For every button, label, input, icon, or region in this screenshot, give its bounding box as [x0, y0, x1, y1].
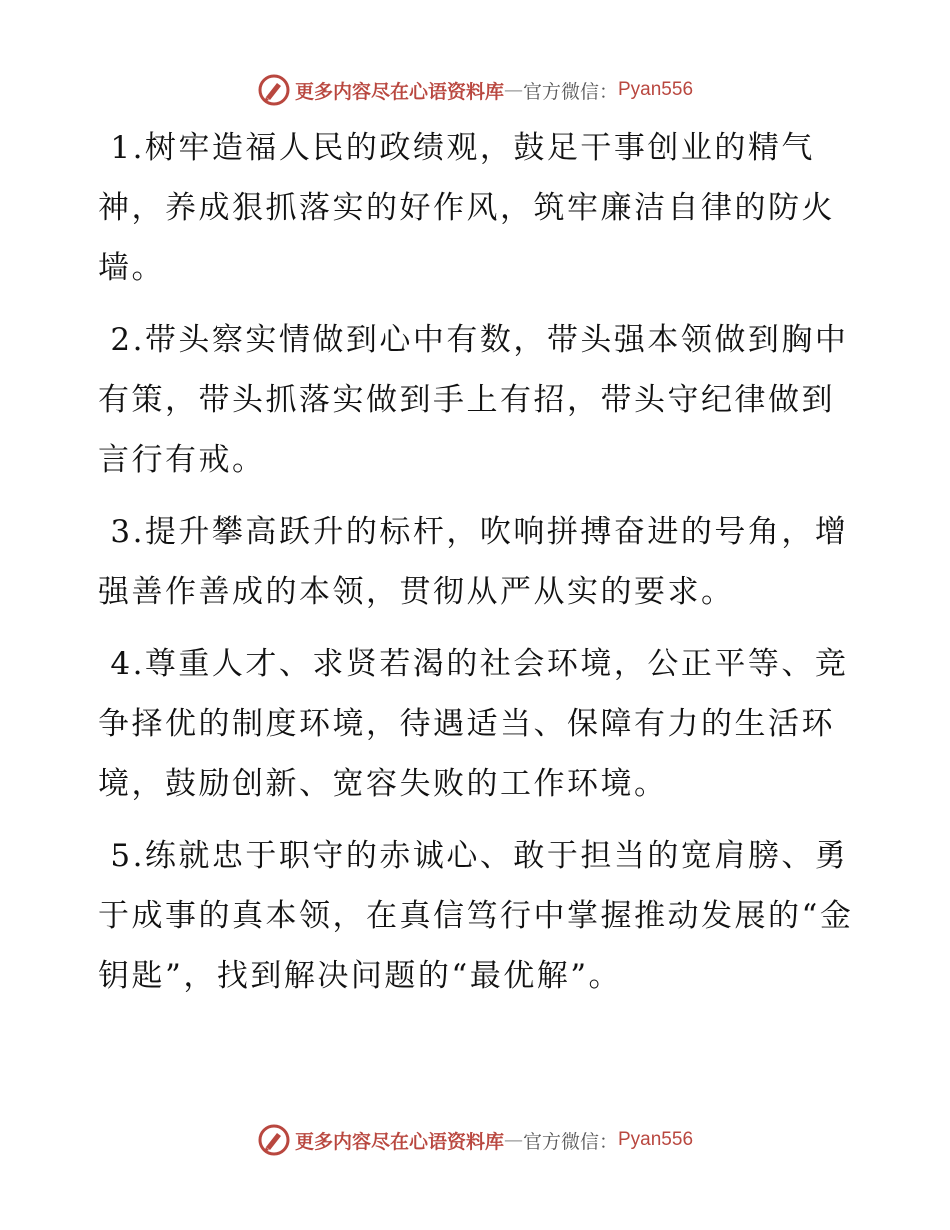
footer-watermark	[0, 1120, 950, 1160]
watermark-dash: —	[503, 1129, 523, 1151]
watermark-wechat-label: 官方微信：	[522, 80, 618, 103]
pen-circle-logo-icon	[257, 73, 291, 107]
paragraph-3: 3.提升攀高跃升的标杆，吹响拼搏奋进的号角，增强善作善成的本领，贯彻从严从实的要求。	[98, 514, 849, 610]
watermark-dash: —	[503, 79, 523, 101]
paragraph-4: 4.尊重人才、求贤若渴的社会环境，公正平等、竞争择优的制度环境，待遇适当、保障有力的生活环境，鼓励创新、宽容失败的工作环境。	[98, 646, 849, 802]
pen-circle-logo-icon	[257, 1123, 291, 1157]
paragraph-1: 1.树牢造福人民的政绩观，鼓足干事创业的精气神，养成狠抓落实的好作风，筑牢廉洁自律的防火墙。	[98, 130, 835, 286]
document-body	[98, 118, 858, 1018]
watermark-site-name: 更多内容尽在心语资料库	[294, 80, 504, 103]
watermark-wechat-id: Pyan556	[618, 1129, 694, 1150]
watermark-wechat-id: Pyan556	[618, 79, 694, 100]
watermark-wechat-label: 官方微信：	[522, 1130, 618, 1153]
watermark-site-name: 更多内容尽在心语资料库	[294, 1130, 504, 1153]
header-watermark	[0, 70, 950, 110]
paragraph-5: 5.练就忠于职守的赤诚心、敢于担当的宽肩膀、勇于成事的真本领，在真信笃行中掌握推动发展的“金钥匙”，找到解决问题的“最优解”。	[98, 838, 854, 994]
paragraph-2: 2.带头察实情做到心中有数，带头强本领做到胸中有策，带头抓落实做到手上有招，带头守纪律做到言行有戒。	[98, 322, 849, 478]
